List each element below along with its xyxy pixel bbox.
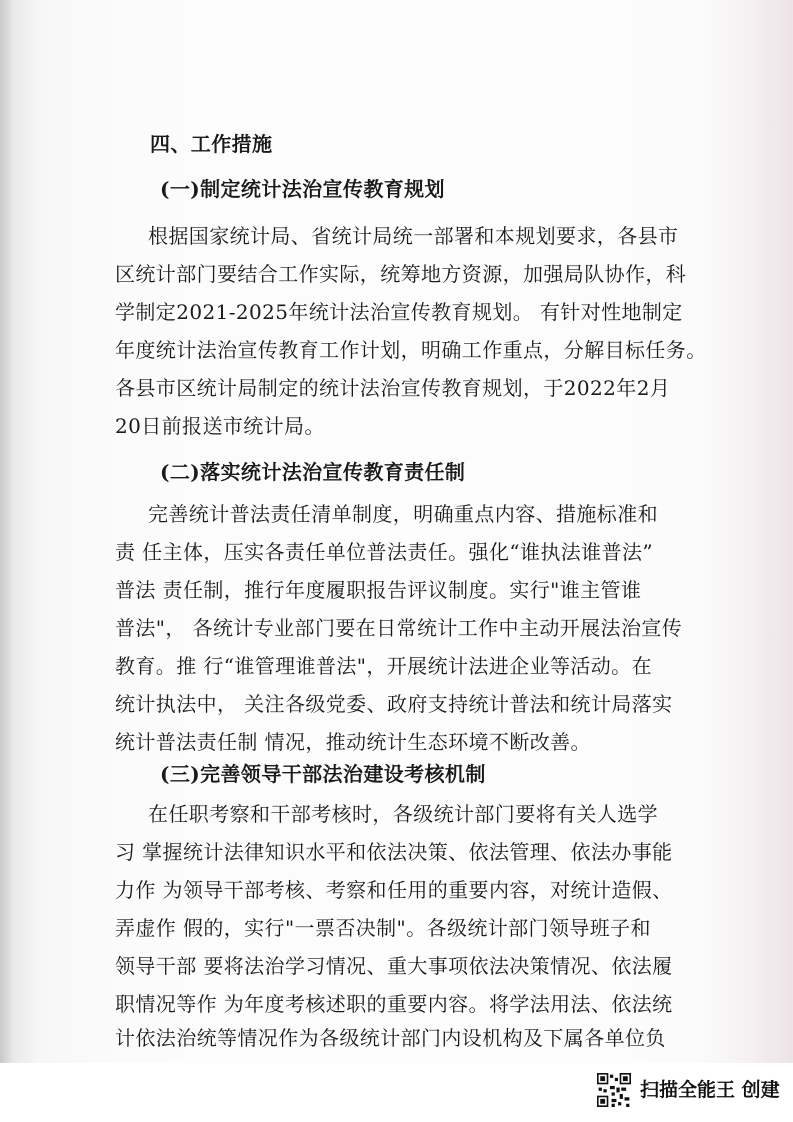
part2-line: 责 任主体，压实各责任单位普法责任。强化“谁执法谁普法”	[115, 540, 654, 564]
part2-line: 普法 责任制，推行年度履职报告评议制度。实行"谁主管谁	[115, 578, 642, 602]
part2-line: 教育。推 行“谁管理谁普法"，开展统计法进企业等活动。在	[115, 654, 652, 678]
part1-line: 区统计部门要结合工作实际，统筹地方资源，加强局队协作，科	[115, 262, 687, 286]
part2-line: 普法"， 各统计专业部门要在日常统计工作中主动开展法治宣传	[115, 616, 683, 640]
part2-line: 完善统计普法责任清单制度，明确重点内容、措施标准和	[148, 502, 658, 526]
part2-line: 统计普法责任制 情况，推动统计生态环境不断改善。	[115, 730, 591, 754]
part1-line: 20日前报送市统计局。	[115, 414, 325, 438]
part3-heading: (三)完善领导干部法治建设考核机制	[160, 762, 486, 786]
part3-line: 计依法治统等情况作为各级统计部门内设机构及下属各单位负	[115, 1026, 666, 1050]
part2-line: 统计执法中， 关注各级党委、政府支持统计普法和统计局落实	[115, 692, 673, 716]
scanner-watermark-text: 扫描全能王 创建	[640, 1079, 780, 1101]
part3-line: 习 掌握统计法律知识水平和依法决策、依法管理、依法办事能	[115, 840, 673, 864]
qr-code-icon	[597, 1073, 631, 1107]
part3-line: 力作 为领导干部考核、考察和任用的重要内容，对统计造假、	[115, 878, 673, 902]
part3-line: 职情况等作 为年度考核述职的重要内容。将学法用法、依法统	[115, 992, 673, 1016]
part2-heading: (二)落实统计法治宣传教育责任制	[160, 460, 466, 484]
part1-heading: (一)制定统计法治宣传教育规划	[160, 177, 445, 201]
part3-line: 弄虚作 假的，实行"一票否决制"。各级统计部门领导班子和	[115, 916, 651, 940]
part1-line: 学制定2021-2025年统计法治宣传教育规划。 有针对性地制定	[115, 300, 683, 324]
part3-line: 领导干部 要将法治学习情况、重大事项依法决策情况、依法履	[115, 954, 673, 978]
part3-line: 在任职考察和干部考核时，各级统计部门要将有关人选学	[148, 802, 658, 826]
part1-line: 年度统计法治宣传教育工作计划，明确工作重点，分解目标任务。	[115, 338, 707, 362]
part1-line: 根据国家统计局、省统计局统一部署和本规划要求，各县市	[148, 224, 679, 248]
section-heading: 四、工作措施	[150, 132, 273, 156]
part1-line: 各县市区统计局制定的统计法治宣传教育规划，于2022年2月	[115, 376, 671, 400]
